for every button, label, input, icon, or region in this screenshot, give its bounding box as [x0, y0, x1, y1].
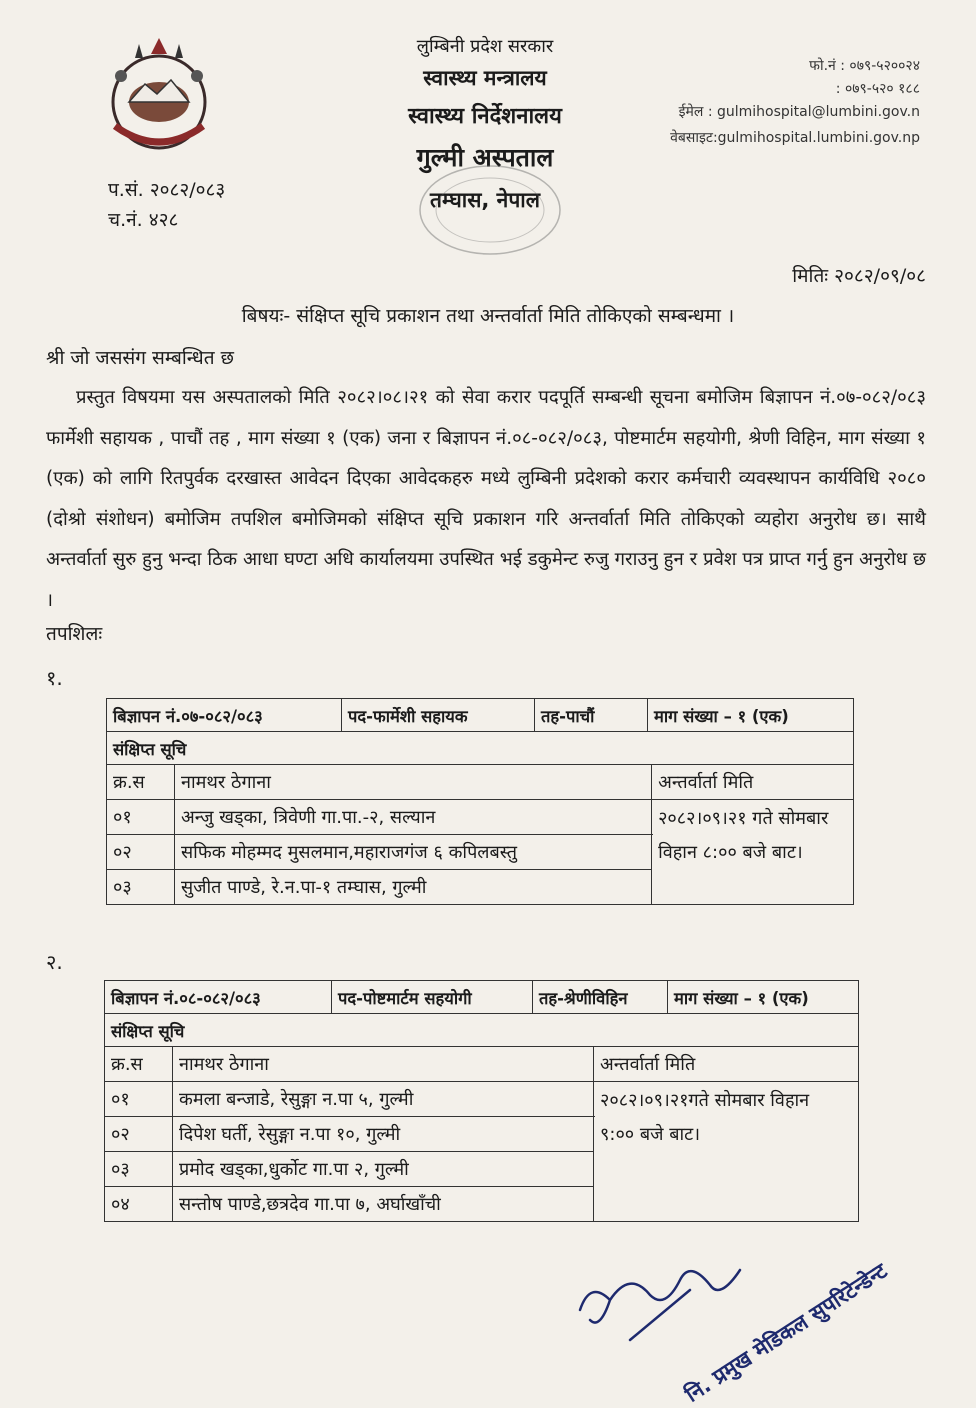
col-interview: अन्तर्वार्ता मिति — [594, 1047, 859, 1082]
subject-line: बिषयः- संक्षिप्त सूचि प्रकाशन तथा अन्तर्वार्ता मिति तोकिएको सम्बन्धमा । — [241, 305, 735, 327]
email-link[interactable]: ईमेल : gulmihospital@lumbini.gov.n — [678, 104, 920, 120]
col-name: नामथर ठेगाना — [175, 765, 652, 800]
body-paragraph: प्रस्तुत विषयमा यस अस्पतालको मिति २०८२।०८।२१ को सेवा करार पदपूर्ति सम्बन्धी सूचना बमोजिम बिज्ञापन नं.०७-०८२/०८३ फार्मेशी सहायक , पाचौं तह , माग संख्या १ (एक) जना र बिज्ञापन नं.०८-०८२/०८३, पोष्टमार्टम सहयोगी, श्रेणी विहिन, माग संख्या १ (एक) को लागि रितपुर्वक दरखास्त आवेदन दिएका आवेदकहरु मध्ये लुम्बिनी प्रदेशको करार कर्मचारी व्यवस्थापन कार्यविधि २०८० (दोश्रो संशोधन) बमोजिम तपशिल बमोजिमको संक्षिप्त सूचि प्रकाशन गरि अन्तर्वार्ता मिति तोकिएको व्यहोरा अनुरोध छ। साथै अन्तर्वार्ता सुरु हुनु भन्दा ठिक आधा घण्टा अधि कार्यालयमा उपस्थित भई डकुमेन्ट रुजु गराउनु हुन र प्रवेश पत्र प्राप्त गर्नु हुन अनुरोध छ । — [46, 387, 926, 611]
row-name: प्रमोद खड्का,धुर्कोट गा.पा २, गुल्मी — [173, 1152, 594, 1187]
interview-date — [594, 1082, 859, 1222]
list-title: संक्षिप्त सूचि — [107, 732, 854, 765]
handwritten-signature-icon — [570, 1250, 960, 1390]
row-sn: ०२ — [105, 1117, 173, 1152]
section-number: १. — [46, 666, 63, 690]
header-post: पद-फार्मेशी सहायक — [342, 699, 535, 731]
row-sn: ०१ — [107, 800, 175, 835]
header-advert-no: बिज्ञापन नं.०८-०८२/०८३ — [105, 981, 332, 1013]
header-demand: माग संख्या – १ (एक) — [654, 706, 789, 726]
interview-date-line-1: २०८२।०९।२१गते सोमबार विहान — [600, 1090, 810, 1111]
col-name: नामथर ठेगाना — [173, 1047, 594, 1082]
chalani-number: च.नं. ४२८ — [108, 209, 179, 231]
shortlist-table-2 — [104, 980, 859, 1222]
row-name: सफिक मोहम्मद मुसलमान,महाराजगंज ६ कपिलबस्तु — [175, 835, 652, 870]
row-sn: ०३ — [105, 1152, 173, 1187]
row-name: सुजीत पाण्डे, रे.न.पा-१ तम्घास, गुल्मी — [175, 870, 652, 905]
interview-date-line-2: विहान ८:०० बजे बाट। — [658, 842, 803, 863]
interview-date-line-2: ९:०० बजे बाट। — [600, 1124, 701, 1145]
header-advert-no: बिज्ञापन नं.०७-०८२/०८३ — [107, 699, 342, 731]
patra-sankhya: प.सं. २०८२/०८३ — [108, 179, 226, 201]
interview-date — [652, 800, 854, 905]
header-demand: माग संख्या – १ (एक) — [674, 988, 809, 1008]
letter-date: मितिः २०८२/०९/०८ — [792, 265, 926, 287]
hospital-name: गुल्मी अस्पताल — [416, 143, 554, 172]
shortlist-table-1 — [106, 698, 854, 905]
directorate-name: स्वास्थ्य निर्देशनालय — [408, 104, 562, 129]
row-name: दिपेश घर्ती, रेसुङ्गा न.पा १०, गुल्मी — [173, 1117, 594, 1152]
row-name: अन्जु खड्का, त्रिवेणी गा.पा.-२, सल्यान — [175, 800, 652, 835]
col-interview: अन्तर्वार्ता मिति — [652, 765, 854, 800]
phone-1: फो.नं : ०७९-५२००२४ — [809, 58, 920, 74]
header-level: तह-पाचौं — [535, 699, 648, 731]
interview-date-line-1: २०८२।०९।२१ गते सोमबार — [658, 808, 829, 829]
header-post: पद-पोष्टमार्टम सहयोगी — [332, 981, 533, 1013]
row-sn: ०१ — [105, 1082, 173, 1117]
col-sn: क्र.स — [107, 765, 175, 800]
row-name: कमला बन्जाडे, रेसुङ्गा न.पा ५, गुल्मी — [173, 1082, 594, 1117]
signatory-title: नि. प्रमुख मेडिकल सुपरिटेन्डेन्ट — [681, 1258, 892, 1407]
header-level: तह-श्रेणीविहिन — [533, 981, 668, 1013]
row-name: सन्तोष पाण्डे,छत्रदेव गा.पा ७, अर्घाखाँची — [173, 1187, 594, 1222]
nepal-emblem-icon — [95, 36, 223, 162]
ministry-name: स्वास्थ्य मन्त्रालय — [423, 66, 547, 90]
row-sn: ०२ — [107, 835, 175, 870]
row-sn: ०३ — [107, 870, 175, 905]
gov-name: लुम्बिनी प्रदेश सरकार — [416, 36, 554, 57]
list-title: संक्षिप्त सूचि — [105, 1014, 859, 1047]
col-sn: क्र.स — [105, 1047, 173, 1082]
office-stamp-icon — [415, 160, 565, 260]
phone-2: : ०७९-५२० १८८ — [835, 81, 920, 97]
tapasil-label: तपशिलः — [46, 623, 103, 645]
hospital-address: तम्घास, नेपाल — [430, 188, 540, 212]
section-number: २. — [46, 950, 63, 974]
website-link[interactable]: वेबसाइट:gulmihospital.lumbini.gov.np — [670, 130, 920, 146]
greeting: श्री जो जससंग सम्बन्धित छ — [46, 347, 234, 369]
row-sn: ०४ — [105, 1187, 173, 1222]
